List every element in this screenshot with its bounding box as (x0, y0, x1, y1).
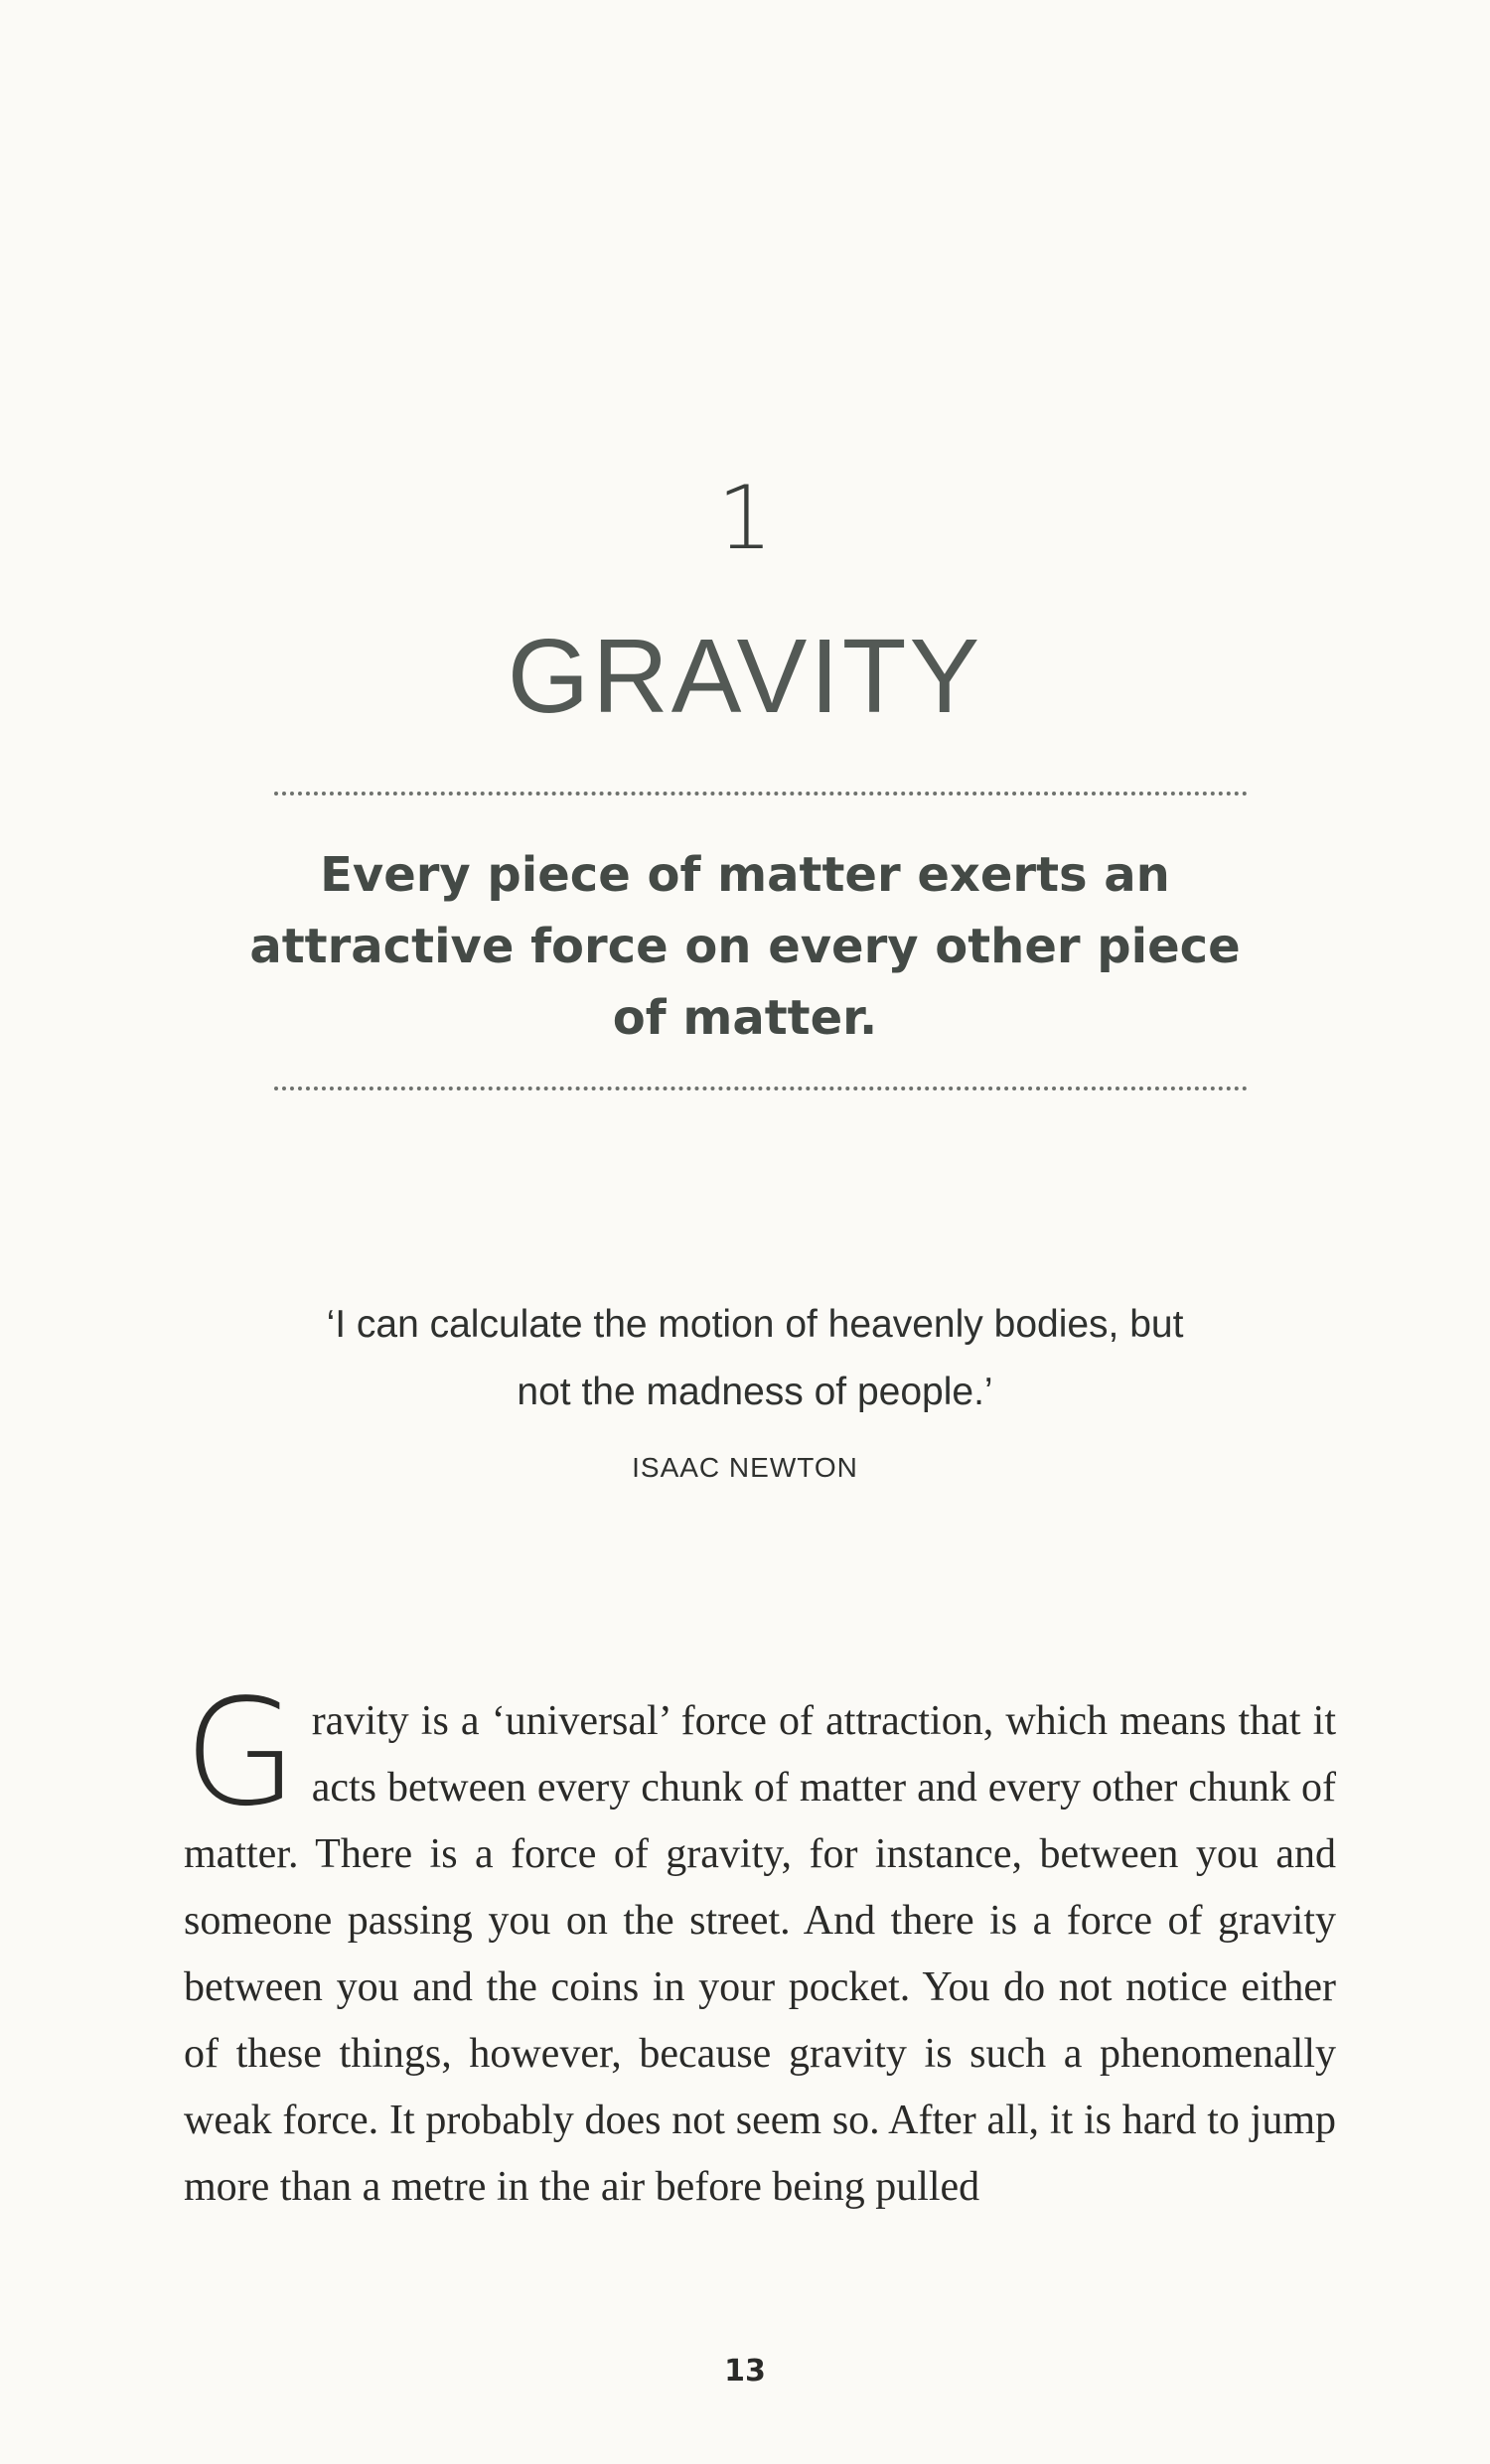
body-paragraph-text: ravity is a ‘universal’ force of attraction, which means that it acts between every chunk of matter and every other chunk of matter. There is a force of gravity, for instance, between you and someone passing you on the street. And there is a force of gravity between you and the coins in your pocket. You do not notice either of these things, however, because gravity is such a phenomenally weak force. It probably does not seem so. After all, it is hard to jump more than a metre in the air before being pulled (184, 1698, 1336, 2210)
dotted-rule-top (274, 792, 1248, 796)
chapter-principle: Every piece of matter exerts an attractive force on every other piece of matter. (249, 847, 1241, 1046)
dotted-rule-bottom (274, 1087, 1248, 1090)
chapter-number: 1 (717, 467, 773, 569)
epigraph-attribution: ISAAC NEWTON (632, 1452, 858, 1483)
chapter-title: GRAVITY (507, 618, 983, 735)
page-number: 13 (724, 2354, 766, 2389)
epigraph-quote: ‘I can calculate the motion of heavenly bodies, but not the madness of people.’ (326, 1303, 1184, 1413)
body-paragraph (184, 1667, 1336, 2221)
drop-cap: G (184, 1667, 298, 1838)
